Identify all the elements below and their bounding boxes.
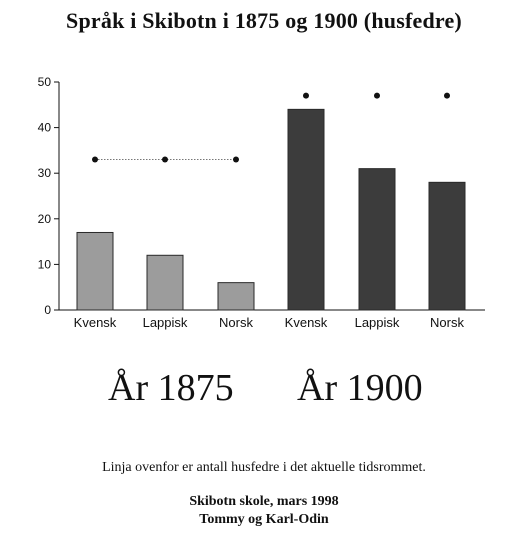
- x-tick-label: Lappisk: [142, 315, 188, 330]
- bar-norsk-1875: [218, 283, 254, 310]
- y-tick-label: 50: [37, 75, 51, 89]
- x-axis-labels: [74, 315, 465, 330]
- y-tick-label: 0: [44, 303, 51, 317]
- total-markers: [92, 93, 450, 163]
- period-label-1875: År 1875: [108, 367, 234, 409]
- period-label-1900: År 1900: [297, 367, 423, 409]
- bar-kvensk-1875: [77, 232, 113, 310]
- credit-authors: Tommy og Karl-Odin: [199, 512, 329, 527]
- y-tick-label: 30: [37, 166, 51, 181]
- y-tick-label: 40: [37, 120, 51, 135]
- x-tick-label: Kvensk: [284, 315, 328, 330]
- total-marker: [233, 157, 239, 163]
- credit-school: Skibotn skole, mars 1998: [189, 494, 339, 509]
- bar-norsk-1900: [429, 182, 465, 310]
- y-tick-label: 10: [37, 257, 51, 272]
- y-tick-label: 20: [37, 211, 51, 226]
- total-marker: [303, 93, 309, 99]
- chart-caption: Linja ovenfor er antall husfedre i det aktuelle tidsrommet.: [102, 460, 426, 475]
- total-marker: [92, 157, 98, 163]
- total-marker: [444, 93, 450, 99]
- bar-lappisk-1900: [359, 169, 395, 310]
- x-tick-label: Kvensk: [73, 315, 117, 330]
- x-tick-label: Norsk: [430, 315, 464, 330]
- x-tick-label: Lappisk: [354, 315, 400, 330]
- bar-kvensk-1900: [288, 109, 324, 310]
- bars: [77, 109, 465, 310]
- total-marker: [162, 157, 168, 163]
- x-tick-label: Norsk: [219, 315, 253, 330]
- chart-title: Språk i Skibotn i 1875 og 1900 (husfedre): [66, 8, 462, 33]
- bar-lappisk-1875: [147, 255, 183, 310]
- total-marker: [374, 93, 380, 99]
- bar-chart: [0, 60, 528, 350]
